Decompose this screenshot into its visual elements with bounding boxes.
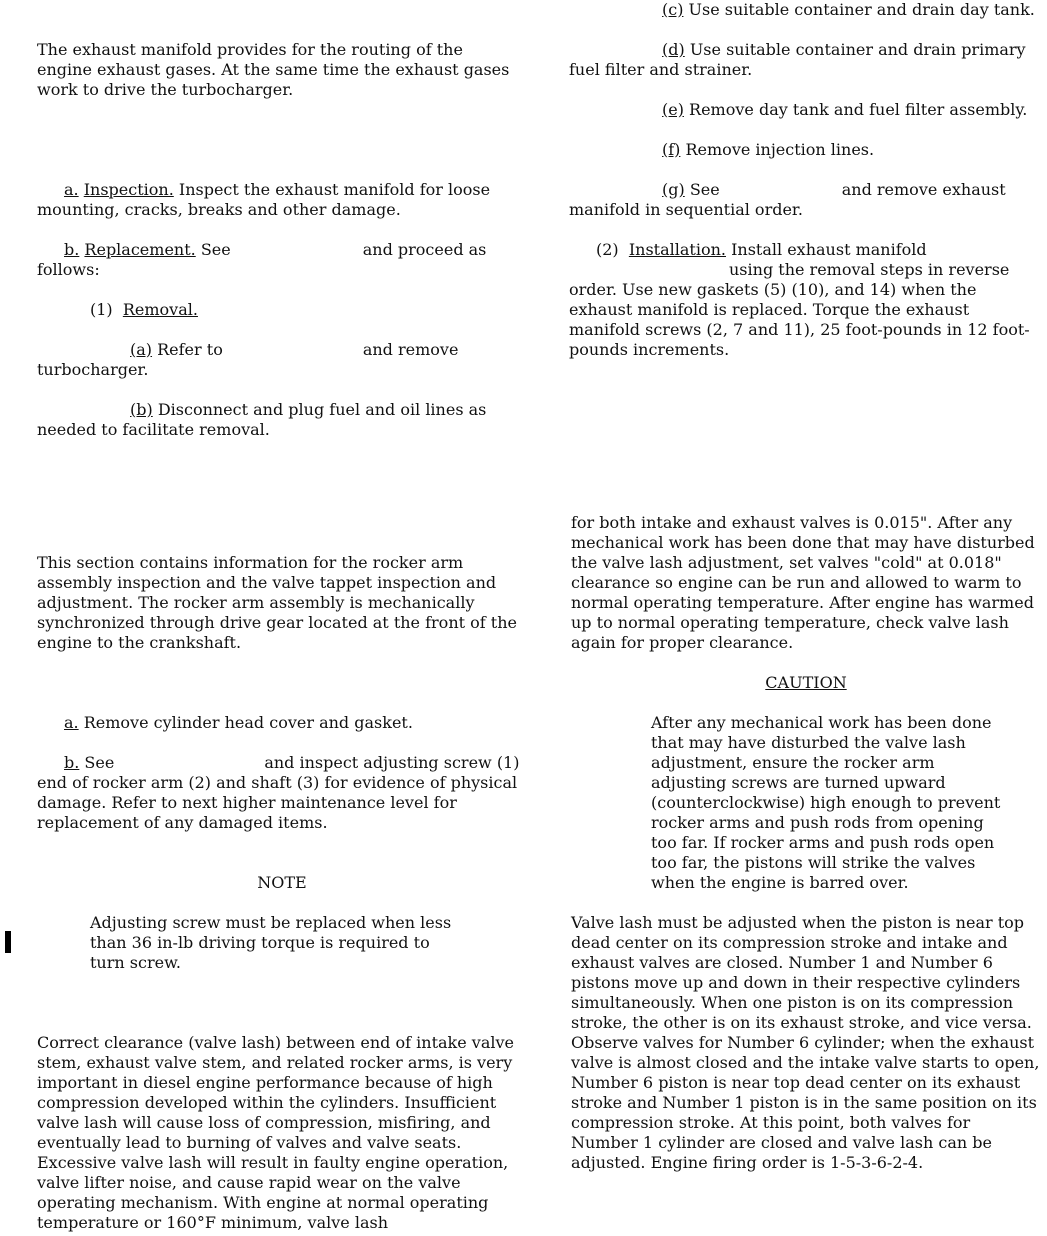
- step-g-text-1: See: [684, 180, 720, 199]
- removal-label: (1): [90, 300, 113, 319]
- rocker-step-a: [37, 713, 527, 733]
- step-f-text: Remove injection lines.: [680, 140, 875, 159]
- replacement-text-2: and proceed as follows:: [37, 240, 487, 279]
- removal-step-g: [569, 180, 1039, 220]
- step-a-text-2: and remove turbocharger.: [37, 340, 459, 379]
- removal-step-e: [569, 100, 1039, 120]
- step-b-label: (b): [130, 400, 153, 419]
- replacement-text-1: See: [195, 240, 231, 259]
- step-b-text: Disconnect and plug fuel and oil lines as needed to facilitate removal.: [37, 400, 487, 439]
- step-e-label: (e): [662, 100, 684, 119]
- step-a-text-1: Refer to: [152, 340, 223, 359]
- removal-step-a: [37, 340, 517, 380]
- right-bottom-column: [571, 513, 1041, 1173]
- rocker-a-label: a.: [64, 713, 79, 732]
- inspection-label: a.: [64, 180, 79, 199]
- change-bar: [5, 931, 11, 953]
- note-title: NOTE: [257, 873, 307, 892]
- note-text: Adjusting screw must be replaced when less than 36 in-lb driving torque is required to turn screw.: [90, 913, 452, 972]
- installation-text-1: Install exhaust manifold: [726, 240, 927, 259]
- rocker-step-b: [37, 753, 527, 833]
- installation-paragraph: [569, 240, 1039, 360]
- valve-lash-adjustment-text: Valve lash must be adjusted when the piston is near top dead center on its compression stroke and intake and exhaust valves are closed. Number 1 and Number 6 pistons move up and down in their respective cylinders simultaneously. When one piston is on its compression stroke, the other is on its exhaust stroke, and vice versa. Observe valves for Number 6 cylinder; when the exhaust valve is almost closed and the intake valve starts to open, Number 6 piston is near top dead center on its exhaust stroke and Number 1 piston is in the same position on its compression stroke. At this point, both valves for Number 1 cylinder are closed and valve lash can be adjusted. Engine firing order is 1-5-3-6-2-4.: [571, 913, 1040, 1172]
- inspection-text: Inspect the exhaust manifold for loose mounting, cracks, breaks and other damage.: [37, 180, 491, 219]
- rocker-b-text-2: and inspect adjusting screw (1) end of rocker arm (2) and shaft (3) for evidence of physical damage. Refer to next higher maintenance level for replacement of any damaged items.: [37, 753, 520, 832]
- step-c-text: Use suitable container and drain day tank.: [683, 0, 1035, 19]
- left-top-column: [37, 40, 517, 440]
- rocker-b-text-1: See: [79, 753, 115, 772]
- caution-title: CAUTION: [765, 673, 847, 692]
- removal-step-c: [569, 0, 1039, 20]
- installation-label: (2): [596, 240, 619, 259]
- valve-lash-continued: for both intake and exhaust valves is 0.015". After any mechanical work has been done that may have disturbed the valve lash adjustment, set valves "cold" at 0.018" clearance so engine can be run and allowed to warm to normal operating temperature. After engine has warmed up to normal operating temperature, check valve lash again for proper clearance.: [571, 513, 1035, 652]
- removal-heading: [37, 300, 517, 320]
- step-c-label: (c): [662, 0, 684, 19]
- exhaust-manifold-intro: The exhaust manifold provides for the routing of the engine exhaust gases. At the same time the exhaust gases work to drive the turbocharger.: [37, 40, 510, 99]
- inspection-paragraph: [37, 180, 517, 220]
- installation-title: Installation.: [628, 240, 726, 259]
- rocker-b-label: b.: [64, 753, 80, 772]
- replacement-label: b.: [64, 240, 80, 259]
- left-bottom-column: [37, 553, 527, 1233]
- installation-text-2: using the removal steps in reverse order. Use new gaskets (5) (10), and 14) when the exhaust manifold is replaced. Torque the exhaust manifold screws (2, 7 and 11), 25 foot-pounds in 12 foot-pounds increments.: [569, 260, 1030, 359]
- rocker-a-text: Remove cylinder head cover and gasket.: [78, 713, 413, 732]
- removal-step-d: [569, 40, 1039, 80]
- step-a-label: (a): [130, 340, 153, 359]
- caution-text: After any mechanical work has been done that may have disturbed the valve lash adjustment, ensure the rocker arm adjusting screws are turned upward (counterclockwise) high enough to prevent rocker arms and push rods from opening too far. If rocker arms and push rods open too far, the pistons will strike the valves when the engine is barred over.: [651, 713, 1001, 892]
- right-top-column: [569, 0, 1039, 360]
- step-e-text: Remove day tank and fuel filter assembly.: [683, 100, 1028, 119]
- step-d-text: Use suitable container and drain primary fuel filter and strainer.: [569, 40, 1026, 79]
- step-f-label: (f): [662, 140, 681, 159]
- removal-title: Removal.: [122, 300, 198, 319]
- replacement-paragraph: [37, 240, 517, 280]
- replacement-title: Replacement.: [84, 240, 196, 259]
- removal-step-f: [569, 140, 1039, 160]
- step-d-label: (d): [662, 40, 685, 59]
- step-g-label: (g): [662, 180, 685, 199]
- valve-clearance-text: Correct clearance (valve lash) between end of intake valve stem, exhaust valve stem, and related rocker arms, is very important in diesel engine performance because of high compression developed within the cylinders. Insufficient valve lash will cause loss of compression, misfiring, and eventually lead to burning of valves and valve seats. Excessive valve lash will result in faulty engine operation, valve lifter noise, and cause rapid wear on the valve operating mechanism. With engine at normal operating temperature or 160°F minimum, valve lash: [37, 1033, 514, 1232]
- step-g-text-2: and remove exhaust manifold in sequential order.: [569, 180, 1006, 219]
- inspection-title: Inspection.: [83, 180, 174, 199]
- rocker-arm-intro: This section contains information for the rocker arm assembly inspection and the valve tappet inspection and adjustment. The rocker arm assembly is mechanically synchronized through drive gear located at the front of the engine to the crankshaft.: [37, 553, 517, 652]
- removal-step-b: [37, 400, 517, 440]
